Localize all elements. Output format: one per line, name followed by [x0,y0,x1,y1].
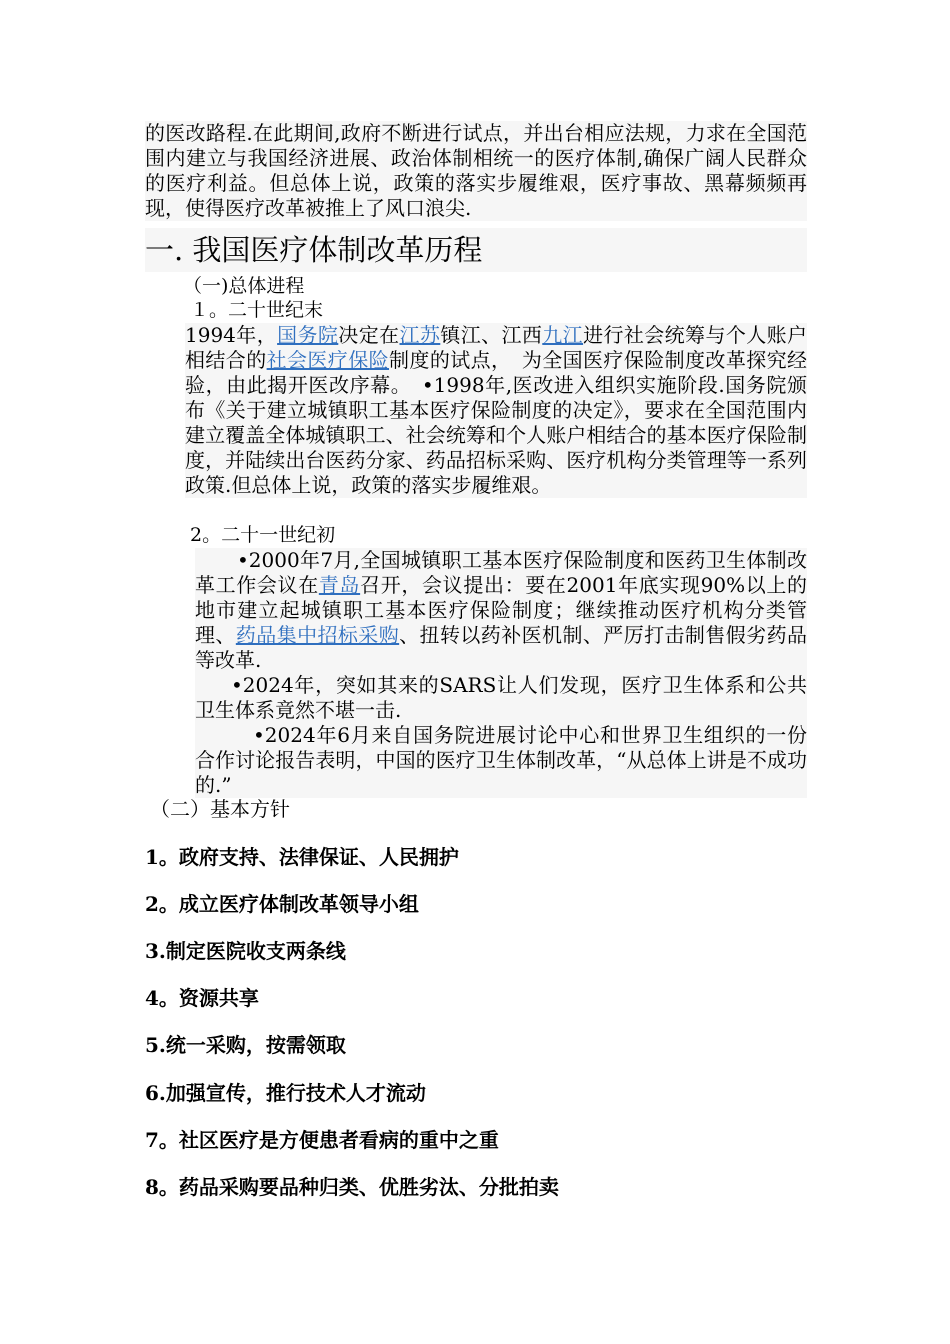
policy-item-1: 1。政府支持、法律保证、人民拥护 [145,845,459,869]
link-jiangsu[interactable]: 江苏 [399,323,441,347]
policy-item-4: 4。资源共享 [145,986,259,1010]
era-title-20th-century: １。二十世纪末 [190,299,324,321]
era2-bullet-2000: •2000年7月,全国城镇职工基本医疗保险制度和医药卫生体制改革工作会议在青岛召开，会议提出：要在2001年底实现90%以上的地市建立起城镇职工基本医疗保险制度；继续推动医疗机构分类管理、药品集中招标采购、扭转以药补医机制、严厉打击制售假劣药品等改革. [195,548,808,672]
subsection-title-principles: （二）基本方针 [150,797,290,821]
era-title-21st-century: 2。二十一世纪初 [190,524,336,546]
intro-text: 的医改路程.在此期间,政府不断进行试点，并出台相应法规，力求在全国范围内建立与我国经济进展、政治体制相统一的医疗体制,确保广阔人民群众的医疗利益。但总体上说，政策的落实步履维艰，医疗事故、黑幕频频再现，使得医疗改革被推上了风口浪尖. [145,121,807,220]
policy-item-5: 5.统一采购，按需领取 [145,1033,346,1057]
link-qingdao[interactable]: 青岛 [318,573,361,597]
policy-item-7: 7。社区医疗是方便患者看病的重中之重 [145,1128,499,1152]
era2-bullet-report: •2024年6月来自国务院进展讨论中心和世界卫生组织的一份合作讨论报告表明，中国的医疗卫生体制改革，“从总体上讲是不成功的.” [195,723,807,797]
era2-bullet-sars: •2024年，突如其来的SARS让人们发现，医疗卫生体系和公共卫生体系竟然不堪一击. [195,673,807,722]
policy-item-8: 8。药品采购要品种归类、优胜劣汰、分批拍卖 [145,1175,559,1199]
policy-item-2: 2。成立医疗体制改革领导小组 [145,892,419,916]
policy-item-6: 6.加强宣传，推行技术人才流动 [145,1081,426,1105]
era1-paragraph: 1994年，国务院决定在江苏镇江、江西九江进行社会统筹与个人账户相结合的社会医疗保险制度的试点， 为全国医疗保险制度改革探究经验，由此揭开医改序幕。 •1998年,医改进入组织实施阶段.国务院颁布《关于建立城镇职工基本医疗保险制度的决定》，要求在全国范围内建立覆盖全体城镇职工、社会统筹和个人账户相结合的基本医疗保险制度，并陆续出台医药分家、药品招标采购、医疗机构分类管理等一系列政策.但总体上说，政策的落实步履维艰。 [185,323,808,497]
intro-paragraph [145,121,807,221]
subsection-title-overall: （一)总体进程 [183,275,305,297]
link-centralized-drug-procurement[interactable]: 药品集中招标采购 [235,623,400,647]
link-jiujiang[interactable]: 九江 [542,323,584,347]
link-state-council[interactable]: 国务院 [277,323,339,347]
section-heading: 一. 我国医疗体制改革历程 [145,228,807,272]
link-social-medical-insurance[interactable]: 社会医疗保险 [266,348,390,372]
policy-item-3: 3.制定医院收支两条线 [145,939,346,963]
